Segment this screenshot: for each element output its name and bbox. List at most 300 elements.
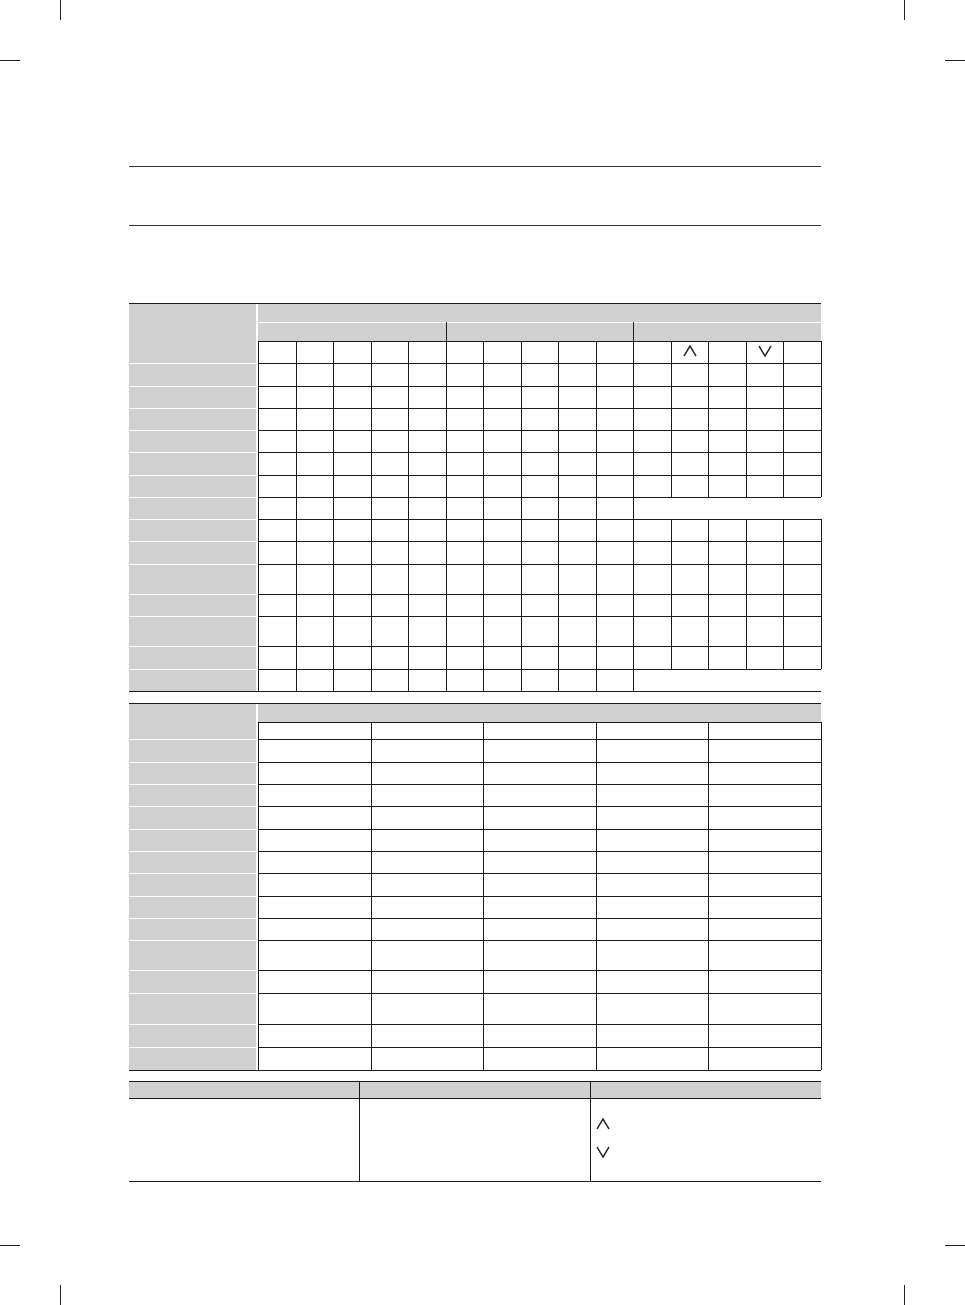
table-line (783, 363, 784, 386)
table-line (783, 452, 784, 475)
table-line (258, 497, 259, 519)
table-line (258, 408, 821, 409)
table-line (633, 616, 634, 646)
row-label (129, 919, 256, 940)
table-line (483, 363, 484, 386)
table-line (371, 851, 372, 873)
table-line (333, 497, 334, 519)
column-header (333, 342, 371, 363)
table-line (821, 452, 822, 475)
table-line (596, 386, 597, 408)
legend-up-text (616, 1116, 816, 1132)
table-line (371, 940, 372, 970)
table-line (596, 940, 597, 970)
row-label (129, 740, 256, 762)
table-line (708, 918, 709, 940)
table-line (258, 669, 259, 691)
table-line (821, 829, 822, 851)
table-line (596, 739, 597, 762)
table-line (446, 475, 447, 497)
table-line (521, 669, 522, 691)
table-line (596, 1047, 597, 1070)
table-line (371, 873, 372, 896)
table-line (596, 762, 597, 784)
table-line (671, 363, 672, 386)
row-label (129, 565, 256, 594)
table-line (371, 806, 372, 829)
table-line (483, 386, 484, 408)
table-line (596, 430, 597, 452)
table-line (296, 669, 297, 691)
table-line (521, 386, 522, 408)
table-line (671, 519, 672, 541)
column-header (558, 342, 596, 363)
table-line (371, 386, 372, 408)
table-line (596, 475, 597, 497)
table-line (483, 940, 484, 970)
table-line (746, 341, 747, 363)
table-line (408, 386, 409, 408)
table-line (821, 363, 822, 386)
table-line (371, 722, 372, 739)
table-line (746, 452, 747, 475)
table-line (446, 564, 447, 594)
table-line (296, 475, 297, 497)
table-line (333, 341, 334, 363)
table-line (708, 646, 709, 669)
legend-header (131, 1082, 357, 1097)
row-label (129, 874, 256, 896)
table-line (258, 497, 821, 498)
table-line (371, 594, 372, 616)
column-header (258, 723, 371, 739)
table-line (708, 940, 709, 970)
table-line (558, 341, 559, 363)
table-line (671, 430, 672, 452)
table-line (296, 616, 297, 646)
table-line (596, 497, 597, 519)
table-line (371, 829, 372, 851)
table-line (671, 564, 672, 594)
table-line (558, 475, 559, 497)
table-line (258, 851, 821, 852)
table-line (596, 594, 597, 616)
table-line (746, 475, 747, 497)
table-line (596, 408, 597, 430)
table-line (633, 519, 634, 541)
table-line (359, 1081, 360, 1181)
table-line (708, 564, 709, 594)
table-line (821, 594, 822, 616)
row-label (129, 617, 256, 646)
table-line (633, 475, 634, 497)
table-line (371, 475, 372, 497)
table-line (596, 993, 597, 1024)
table-line (783, 594, 784, 616)
table-line (521, 452, 522, 475)
table-line (596, 363, 597, 386)
chevron-down-icon (595, 1145, 611, 1159)
column-header (296, 342, 334, 363)
row-label (129, 807, 256, 829)
table-line (821, 873, 822, 896)
table-line (671, 452, 672, 475)
table-line (258, 993, 259, 1024)
table-line (708, 594, 709, 616)
table-line (258, 408, 259, 430)
spec-table-group-header (258, 703, 821, 722)
chevron-down-icon (757, 344, 773, 358)
table-line (821, 386, 822, 408)
table-line (596, 1024, 597, 1047)
table-line (521, 408, 522, 430)
table-line (633, 322, 634, 341)
table-line (408, 564, 409, 594)
table-line (408, 669, 409, 691)
table-line (258, 784, 821, 785)
table-line (483, 519, 484, 541)
table-line (333, 594, 334, 616)
table-line (483, 784, 484, 806)
table-line (371, 669, 372, 691)
table-line (258, 940, 821, 941)
table-line (371, 541, 372, 564)
crop-mark (0, 1245, 20, 1246)
table-line (408, 408, 409, 430)
table-line (408, 519, 409, 541)
table-line (483, 541, 484, 564)
table-line (708, 896, 709, 918)
table-line (258, 616, 259, 646)
table-line (708, 519, 709, 541)
row-label (129, 994, 256, 1024)
table-line (258, 1047, 259, 1070)
table-line (483, 497, 484, 519)
table-line (633, 497, 634, 519)
table-line (258, 873, 259, 896)
table-line (746, 541, 747, 564)
table-line (333, 475, 334, 497)
table-line (521, 564, 522, 594)
table-line (708, 722, 709, 739)
table-line (783, 341, 784, 363)
row-label (129, 498, 256, 519)
table-line (708, 762, 709, 784)
table-line (521, 646, 522, 669)
table-line (258, 564, 821, 565)
row-label (129, 409, 256, 430)
table-line (258, 1024, 821, 1025)
table-line (258, 541, 821, 542)
row-label (129, 670, 256, 691)
table-line (558, 519, 559, 541)
table-line (258, 452, 259, 475)
table-line (558, 430, 559, 452)
legend-col1-text (133, 1102, 355, 1178)
table-line (371, 646, 372, 669)
table-line (296, 497, 297, 519)
table-line (258, 452, 821, 453)
table-line (483, 993, 484, 1024)
table-line (258, 1047, 821, 1048)
table-line (783, 541, 784, 564)
table-line (333, 430, 334, 452)
table-line (708, 993, 709, 1024)
table-line (558, 564, 559, 594)
table-line (821, 784, 822, 806)
row-label (129, 1025, 256, 1047)
table-line (446, 430, 447, 452)
table-line (746, 564, 747, 594)
table-line (129, 1098, 821, 1099)
table-line (258, 475, 259, 497)
sub-group-header (635, 324, 819, 339)
row-label (129, 763, 256, 784)
table-line (558, 541, 559, 564)
table-line (821, 646, 822, 669)
table-line (521, 341, 522, 363)
column-header (408, 342, 446, 363)
table-line (258, 519, 821, 520)
table-line (408, 341, 409, 363)
table-line (296, 564, 297, 594)
table-line (258, 386, 259, 408)
chevron-up-icon (682, 344, 698, 358)
table-line (596, 519, 597, 541)
table-line (446, 452, 447, 475)
row-label (129, 476, 256, 497)
table-line (483, 918, 484, 940)
table-line (708, 475, 709, 497)
table-line (558, 646, 559, 669)
row-label (129, 364, 256, 386)
table-line (708, 363, 709, 386)
column-header (483, 342, 521, 363)
table-line (483, 341, 484, 363)
table-line (596, 970, 597, 993)
table-line (371, 430, 372, 452)
table-line (446, 341, 447, 363)
table-line (408, 497, 409, 519)
table-line (708, 408, 709, 430)
table-line (446, 519, 447, 541)
table-line (596, 851, 597, 873)
table-line (783, 564, 784, 594)
table-line (671, 594, 672, 616)
table-line (558, 669, 559, 691)
table-line (371, 363, 372, 386)
chevron-up-icon (595, 1117, 611, 1131)
table-line (258, 1024, 259, 1047)
table-line (558, 363, 559, 386)
table-line (558, 497, 559, 519)
table-line (483, 594, 484, 616)
table-line (446, 669, 447, 691)
table-line (596, 829, 597, 851)
table-line (296, 430, 297, 452)
row-label (129, 595, 256, 616)
table-line (258, 594, 259, 616)
table-line (558, 594, 559, 616)
table-line (821, 970, 822, 993)
table-line (333, 646, 334, 669)
table-line (596, 541, 597, 564)
table-line (521, 519, 522, 541)
table-line (408, 646, 409, 669)
table-line (783, 646, 784, 669)
table-line (333, 616, 334, 646)
table-line (783, 386, 784, 408)
table-line (708, 784, 709, 806)
table-line (371, 1047, 372, 1070)
crop-mark (904, 1285, 905, 1305)
table-line (258, 519, 259, 541)
table-line (483, 873, 484, 896)
table-line (258, 739, 821, 740)
table-line (708, 341, 709, 363)
table-line (258, 873, 821, 874)
table-line (633, 564, 634, 594)
table-line (558, 386, 559, 408)
table-line (633, 646, 634, 669)
table-line (633, 408, 634, 430)
table-line (258, 541, 259, 564)
row-label (129, 897, 256, 918)
table-line (371, 739, 372, 762)
table-line (408, 430, 409, 452)
table-line (371, 1024, 372, 1047)
table-line (708, 739, 709, 762)
table-line (258, 341, 259, 363)
table-line (129, 1070, 821, 1071)
table-line (746, 519, 747, 541)
table-line (258, 829, 259, 851)
table-line (783, 475, 784, 497)
table-line (371, 784, 372, 806)
table-line (258, 993, 821, 994)
table-line (821, 341, 822, 363)
table-line (129, 303, 821, 304)
table-line (596, 616, 597, 646)
table-line (296, 594, 297, 616)
table-line (258, 669, 821, 670)
table-line (371, 564, 372, 594)
row-label (129, 647, 256, 669)
table-line (258, 363, 259, 386)
table-line (821, 616, 822, 646)
table-line (783, 519, 784, 541)
table-line (258, 970, 259, 993)
table-line (746, 616, 747, 646)
table-line (821, 564, 822, 594)
table-line (446, 594, 447, 616)
page-header-text (129, 172, 821, 220)
table-line (258, 646, 259, 669)
table-line (483, 616, 484, 646)
table-line (521, 594, 522, 616)
table-line (333, 541, 334, 564)
table-line (258, 829, 821, 830)
table-line (483, 475, 484, 497)
column-header (708, 342, 746, 363)
table-line (258, 970, 821, 971)
table-line (483, 722, 484, 739)
table-line (371, 616, 372, 646)
table-line (558, 408, 559, 430)
table-line (483, 564, 484, 594)
table-line (783, 430, 784, 452)
row-label (129, 542, 256, 564)
table-line (129, 691, 821, 692)
table-line (633, 430, 634, 452)
table-line (483, 851, 484, 873)
table-line (258, 322, 821, 323)
table-line (821, 1024, 822, 1047)
table-line (746, 430, 747, 452)
table-line (821, 918, 822, 940)
row-label (129, 520, 256, 541)
table-line (708, 430, 709, 452)
header-rule-bottom (129, 225, 821, 226)
table-line (258, 363, 821, 364)
column-header (596, 723, 709, 739)
table-line (129, 703, 821, 704)
legend-down-text (616, 1144, 816, 1160)
table-line (483, 806, 484, 829)
table-line (483, 762, 484, 784)
table-line (446, 386, 447, 408)
table-line (371, 341, 372, 363)
row-label (129, 387, 256, 408)
crop-mark (60, 1285, 61, 1305)
table-line (521, 475, 522, 497)
table-line (371, 918, 372, 940)
legend-header (361, 1082, 588, 1097)
crop-mark (945, 1245, 965, 1246)
table-line (258, 430, 821, 431)
sub-group-header (448, 324, 632, 339)
table-line (371, 452, 372, 475)
table-line (483, 1047, 484, 1070)
table-line (446, 646, 447, 669)
table-line (671, 541, 672, 564)
table-line (821, 1047, 822, 1070)
table-line (821, 940, 822, 970)
legend-header (592, 1082, 819, 1097)
table-line (633, 541, 634, 564)
table-line (821, 519, 822, 541)
table-line (596, 806, 597, 829)
table-line (408, 541, 409, 564)
table-line (408, 616, 409, 646)
table-line (258, 851, 259, 873)
row-label (129, 453, 256, 475)
table-line (258, 918, 821, 919)
table-line (333, 452, 334, 475)
table-line (258, 564, 259, 594)
table-line (333, 669, 334, 691)
table-line (671, 408, 672, 430)
table-line (333, 564, 334, 594)
table-line (671, 475, 672, 497)
table-line (633, 594, 634, 616)
table-line (408, 452, 409, 475)
row-label (129, 852, 256, 873)
table-line (633, 386, 634, 408)
table-line (596, 918, 597, 940)
legend-col2-text (363, 1102, 586, 1178)
table-line (821, 430, 822, 452)
